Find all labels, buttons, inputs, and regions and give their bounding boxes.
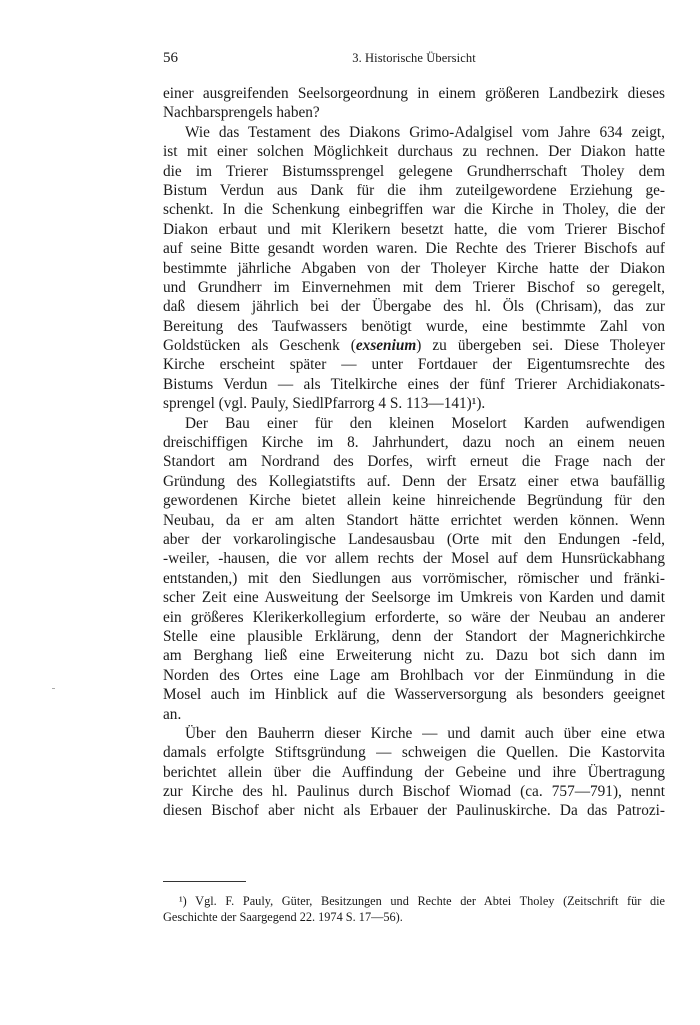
- text-line-exsenium: Goldstücken als Geschenk (exsenium) zu übergeben sei. Diese Tholeyer: [163, 337, 665, 355]
- text-line: -weiler, -hausen, die vor allem rechts der Mosel auf dem Hunsrückabhang: [163, 550, 665, 568]
- text-line: entstanden,) mit den Siedlungen aus vorrömischer, römischer und fränki-: [163, 569, 665, 587]
- running-title: 3. Historische Übersicht: [352, 51, 476, 65]
- page-header: [163, 50, 665, 70]
- text-line: ist mit einer solchen Möglichkeit durchaus zu rechnen. Der Diakon hatte: [163, 143, 665, 161]
- text-line: zur Kirche des hl. Paulinus durch Bischof Wiomad (ca. 757—791), nennt: [163, 783, 665, 801]
- footnote: [163, 893, 665, 925]
- paragraph-start-line: Wie das Testament des Diakons Grimo-Adalgisel vom Jahre 634 zeigt,: [185, 123, 665, 141]
- text-line: Gründung des Kollegiatstifts auf. Denn der Ersatz einer etwa baufällig: [163, 472, 665, 490]
- text-line: Diakon erbaut und mit Klerikern besetzt hatte, die vom Trierer Bischof: [163, 220, 665, 238]
- latin-term: exsenium: [355, 337, 417, 355]
- text-line: Nachbarsprengels haben?: [163, 104, 320, 122]
- text-line: und Grundherr im Einvernehmen mit dem Trierer Bischof so geregelt,: [163, 278, 665, 296]
- text-line: einer ausgreifenden Seelsorgeordnung in einem größeren Landbezirk dieses: [163, 85, 665, 102]
- text-line: scher Zeit eine Ausweitung der Seelsorge im Umkreis von Karden und damit: [163, 589, 665, 607]
- text-line: daß diesem jährlich bei der Übergabe des hl. Öls (Chrisam), das zur: [163, 298, 665, 316]
- paragraph-start-line: Über den Bauherrn dieser Kirche — und damit auch über eine etwa: [185, 724, 665, 742]
- text-line: sprengel (vgl. Pauly, SiedlPfarrorg 4 S. 113—141)¹).: [163, 395, 486, 413]
- margin-mark: [52, 688, 55, 689]
- text-line: Bereitung des Taufwassers benötigt wurde, eine bestimmte Zahl von: [163, 317, 665, 335]
- text-line: Standort am Nordrand des Dorfes, wirft erneut die Frage nach der: [163, 453, 665, 471]
- text-line: Stelle eine plausible Erklärung, denn der Standort der Magnerichkirche: [163, 627, 665, 645]
- text-line: Neubau, da er am alten Standort hätte errichtet werden können. Wenn: [163, 511, 665, 529]
- text-line: am Berghang ließ eine Erweiterung nicht zu. Dazu bot sich dann im: [163, 647, 665, 665]
- text-line: die im Trierer Bistumssprengel gelegene Grundherrschaft Tholey dem: [163, 162, 665, 180]
- footnote-line: ¹) Vgl. F. Pauly, Güter, Besitzungen und Rechte der Abtei Tholey (Zeitschrift für die: [179, 894, 665, 908]
- text-line: Kirche erscheint später — unter Fortdauer der Eigentumsrechte des: [163, 356, 665, 374]
- text-line: gewordenen Kirche bietet allein keine hinreichende Begründung für den: [163, 492, 665, 510]
- body-text: [163, 84, 665, 821]
- text-line: schenkt. In die Schenkung einbegriffen war die Kirche in Tholey, die der: [163, 201, 665, 219]
- footnote-line: Geschichte der Saargegend 22. 1974 S. 17—56).: [163, 910, 403, 924]
- text-line: damals erfolgte Stiftsgründung — schweigen die Quellen. Die Kastorvita: [163, 744, 665, 762]
- paragraph-start-line: Der Bau einer für den kleinen Moselort Karden aufwendigen: [185, 414, 665, 432]
- text-line: ein größeres Klerikerkollegium erforderte, so wäre der Neubau an anderer: [163, 608, 665, 626]
- footnote-rule: [163, 881, 246, 882]
- text-line: Bistums Verdun — als Titelkirche eines der fünf Trierer Archidiakonats-: [163, 375, 665, 393]
- text-line: diesen Bischof aber nicht als Erbauer der Paulinuskirche. Da das Patrozi-: [163, 802, 665, 820]
- text-line: Mosel auch im Hinblick auf die Wasserversorgung als besonders geeignet: [163, 686, 665, 704]
- text-line: berichtet allein über die Auffindung der Gebeine und ihre Übertragung: [163, 763, 665, 781]
- text-line: dreischiffigen Kirche im 8. Jahrhundert, dazu noch an einem neuen: [163, 434, 665, 452]
- text-line: bestimmte jährliche Abgaben von der Tholeyer Kirche hatte der Diakon: [163, 259, 665, 277]
- text-line: Bistum Verdun aus Dank für die ihm zuteilgewordene Erziehung ge-: [163, 181, 665, 199]
- text-line: an.: [163, 705, 182, 723]
- text-line: auf seine Bitte gesandt worden waren. Die Rechte des Trierer Bischofs auf: [163, 240, 665, 258]
- page-number: 56: [163, 50, 178, 66]
- text-line: aber der vorkarolingische Landesausbau (Orte mit den Endungen -feld,: [163, 530, 665, 548]
- text-line: Norden des Ortes eine Lage am Brohlbach vor der Einmündung in die: [163, 666, 665, 684]
